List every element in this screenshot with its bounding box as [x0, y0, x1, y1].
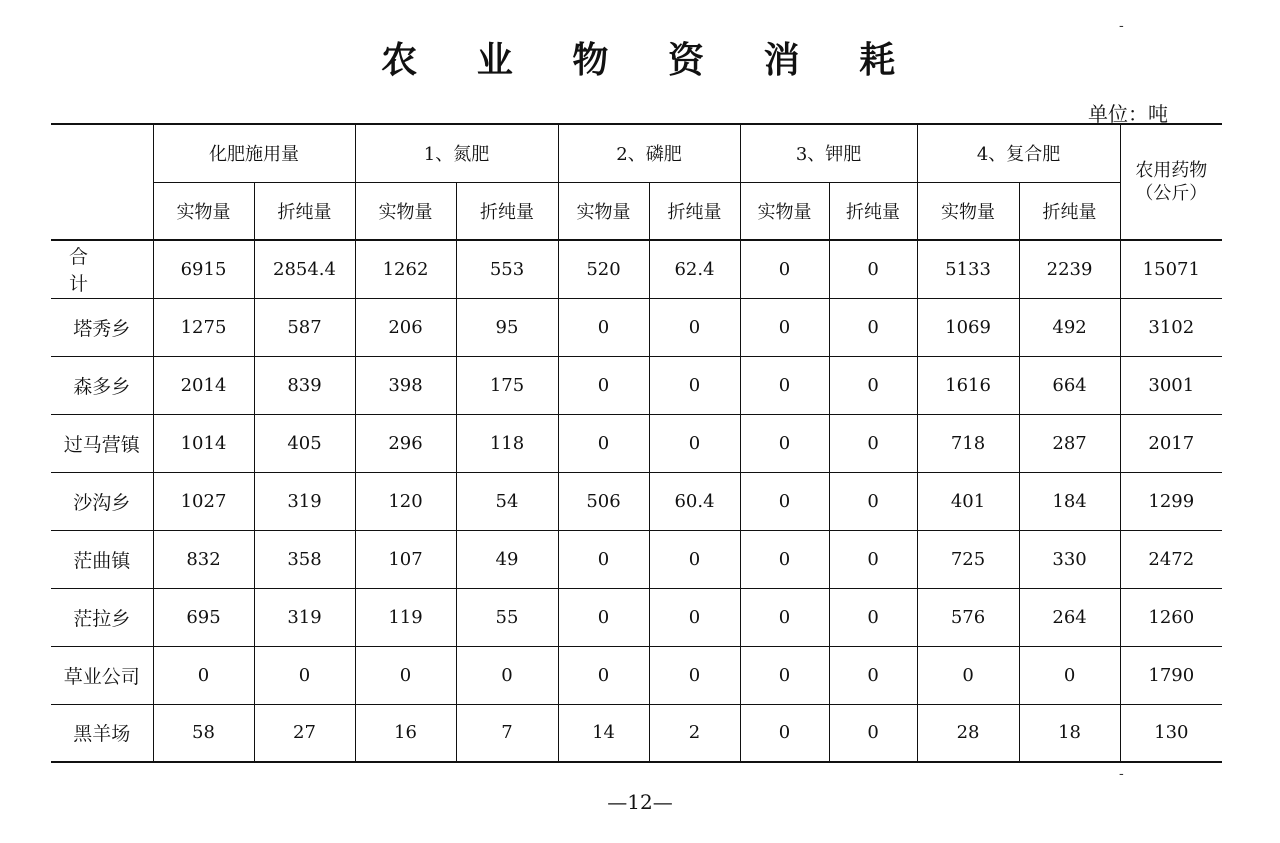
row-label: 茫拉乡: [51, 588, 153, 646]
sub-header-actual: 实物量: [740, 182, 829, 240]
table-cell: 1299: [1120, 472, 1222, 530]
table-row: [51, 646, 1222, 704]
table-cell: 0: [740, 298, 829, 356]
page-number: —12—: [607, 790, 673, 814]
table-cell: 2: [649, 704, 740, 762]
table-cell: 0: [649, 588, 740, 646]
group-header: 2、磷肥: [558, 124, 740, 182]
table-cell: 15071: [1120, 240, 1222, 298]
table-cell: 358: [254, 530, 355, 588]
table-cell: 2239: [1019, 240, 1120, 298]
table-cell: 60.4: [649, 472, 740, 530]
table-cell: 296: [355, 414, 456, 472]
table-cell: 0: [355, 646, 456, 704]
pesticide-header: [1120, 124, 1222, 240]
table-row: [51, 588, 1222, 646]
table-cell: 0: [829, 414, 917, 472]
table-cell: 0: [254, 646, 355, 704]
table-cell: 664: [1019, 356, 1120, 414]
table-cell: 0: [917, 646, 1019, 704]
table-cell: 695: [153, 588, 254, 646]
table-cell: 0: [829, 646, 917, 704]
table-cell: 0: [1019, 646, 1120, 704]
sub-header-actual: 实物量: [917, 182, 1019, 240]
table-cell: 206: [355, 298, 456, 356]
sub-header-pure: 折纯量: [1019, 182, 1120, 240]
table-cell: 2854.4: [254, 240, 355, 298]
table-cell: 28: [917, 704, 1019, 762]
table-cell: 0: [649, 298, 740, 356]
table-cell: 0: [740, 530, 829, 588]
row-label: 草业公司: [51, 646, 153, 704]
table-cell: 0: [829, 298, 917, 356]
table-cell: 49: [456, 530, 558, 588]
table-cell: 725: [917, 530, 1019, 588]
table-cell: 2472: [1120, 530, 1222, 588]
table-cell: 7: [456, 704, 558, 762]
sub-header-pure: 折纯量: [829, 182, 917, 240]
table-cell: 1027: [153, 472, 254, 530]
table-cell: 107: [355, 530, 456, 588]
table-cell: 0: [649, 356, 740, 414]
table-row: [51, 530, 1222, 588]
header-row-groups: [51, 124, 1222, 182]
group-header: 1、氮肥: [355, 124, 558, 182]
page-title: [0, 32, 1280, 83]
table-cell: 55: [456, 588, 558, 646]
table-cell: 506: [558, 472, 649, 530]
table-cell: 3001: [1120, 356, 1222, 414]
header-row-sub: [51, 182, 1222, 240]
table-cell: 319: [254, 472, 355, 530]
table-row: [51, 298, 1222, 356]
row-label: 合 计: [51, 240, 153, 298]
group-header: 4、复合肥: [917, 124, 1120, 182]
table-cell: 0: [740, 240, 829, 298]
table-cell: 1262: [355, 240, 456, 298]
row-label: 森多乡: [51, 356, 153, 414]
table-cell: 832: [153, 530, 254, 588]
table-row: [51, 356, 1222, 414]
table-cell: 0: [153, 646, 254, 704]
table-cell: 0: [558, 356, 649, 414]
table-cell: 0: [456, 646, 558, 704]
table-cell: 1790: [1120, 646, 1222, 704]
table-cell: 1069: [917, 298, 1019, 356]
table-cell: 0: [558, 646, 649, 704]
table-cell: 1014: [153, 414, 254, 472]
title-char: 耗: [859, 39, 899, 81]
sub-header-pure: 折纯量: [456, 182, 558, 240]
table-cell: 1275: [153, 298, 254, 356]
table-row: [51, 414, 1222, 472]
table-cell: 287: [1019, 414, 1120, 472]
table-cell: 0: [649, 414, 740, 472]
pesticide-header-line1: 农用药物: [1135, 159, 1208, 181]
table-row: [51, 240, 1222, 298]
table-cell: 119: [355, 588, 456, 646]
table-cell: 0: [740, 472, 829, 530]
table-cell: 27: [254, 704, 355, 762]
table-cell: 492: [1019, 298, 1120, 356]
unit-label: 单位：吨: [1088, 102, 1168, 126]
table-cell: 0: [829, 240, 917, 298]
table-cell: 0: [558, 588, 649, 646]
table-row: [51, 472, 1222, 530]
title-char: 物: [572, 39, 612, 81]
corner-cell: [51, 124, 153, 240]
title-char: 业: [476, 39, 517, 81]
table-cell: 264: [1019, 588, 1120, 646]
table-cell: 839: [254, 356, 355, 414]
row-label: 茫曲镇: [51, 530, 153, 588]
table-cell: 58: [153, 704, 254, 762]
row-label: 塔秀乡: [51, 298, 153, 356]
table-cell: 520: [558, 240, 649, 298]
row-label: 过马营镇: [51, 414, 153, 472]
table-cell: 576: [917, 588, 1019, 646]
table-cell: 54: [456, 472, 558, 530]
table-cell: 62.4: [649, 240, 740, 298]
group-header: 化肥施用量: [153, 124, 355, 182]
pesticide-header-line2: （公斤）: [1135, 183, 1208, 204]
table-cell: 0: [829, 472, 917, 530]
table-cell: 0: [558, 414, 649, 472]
table-cell: 0: [829, 530, 917, 588]
edge-mark-bottom: -: [1119, 766, 1124, 782]
table-cell: 14: [558, 704, 649, 762]
table-cell: 0: [740, 704, 829, 762]
table-cell: 0: [829, 704, 917, 762]
table-cell: 2017: [1120, 414, 1222, 472]
table-cell: 0: [829, 588, 917, 646]
table-cell: 184: [1019, 472, 1120, 530]
row-label: 黑羊场: [51, 704, 153, 762]
table-cell: 0: [649, 530, 740, 588]
table-cell: 718: [917, 414, 1019, 472]
title-char: 消: [763, 39, 804, 81]
sub-header-pure: 折纯量: [649, 182, 740, 240]
sub-header-actual: 实物量: [558, 182, 649, 240]
table-cell: 2014: [153, 356, 254, 414]
table-cell: 16: [355, 704, 456, 762]
title-char: 资: [668, 39, 708, 81]
table-cell: 3102: [1120, 298, 1222, 356]
table-cell: 319: [254, 588, 355, 646]
table-cell: 0: [740, 646, 829, 704]
table-cell: 1260: [1120, 588, 1222, 646]
table-body: [51, 240, 1222, 762]
table-cell: 398: [355, 356, 456, 414]
table-cell: 5133: [917, 240, 1019, 298]
table-cell: 0: [740, 356, 829, 414]
table-cell: 0: [558, 530, 649, 588]
table-cell: 553: [456, 240, 558, 298]
table-cell: 330: [1019, 530, 1120, 588]
title-char: 农: [381, 39, 421, 81]
table-cell: 0: [740, 414, 829, 472]
row-label: 沙沟乡: [51, 472, 153, 530]
table-cell: 130: [1120, 704, 1222, 762]
consumption-table: [51, 123, 1222, 763]
sub-header-pure: 折纯量: [254, 182, 355, 240]
table-cell: 0: [829, 356, 917, 414]
table-cell: 120: [355, 472, 456, 530]
group-header: 3、钾肥: [740, 124, 917, 182]
table-row: [51, 704, 1222, 762]
table-cell: 0: [649, 646, 740, 704]
table-cell: 175: [456, 356, 558, 414]
sub-header-actual: 实物量: [153, 182, 254, 240]
table-cell: 18: [1019, 704, 1120, 762]
table-cell: 0: [740, 588, 829, 646]
table-cell: 401: [917, 472, 1019, 530]
table-cell: 1616: [917, 356, 1019, 414]
table-cell: 405: [254, 414, 355, 472]
table-cell: 587: [254, 298, 355, 356]
table-cell: 118: [456, 414, 558, 472]
table-cell: 95: [456, 298, 558, 356]
edge-mark-top: -: [1119, 18, 1124, 34]
sub-header-actual: 实物量: [355, 182, 456, 240]
table-cell: 6915: [153, 240, 254, 298]
table-cell: 0: [558, 298, 649, 356]
